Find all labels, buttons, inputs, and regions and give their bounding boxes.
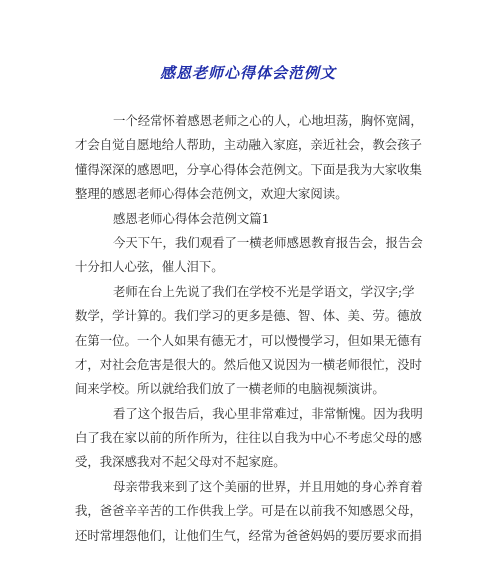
text-line: 数学，学计算的。我们学习的更多是德、智、体、美、劳。德放 — [75, 308, 422, 324]
text-line: 在第一位。一个人如果有德无才，可以慢慢学习，但如果无德有 — [75, 332, 422, 348]
text-line: 受，我深感我对不起父母对不起家庭。 — [75, 454, 286, 470]
document-body — [75, 109, 425, 548]
text-line: 一个经常怀着感恩老师之心的人，心地坦荡，胸怀宽阔， — [113, 113, 423, 128]
text-line: 还时常埋怨他们，让他们生气，经常为爸爸妈妈的要厉要求而捐 — [75, 527, 422, 543]
text-line: 老师在台上先说了我们在学校不光是学语文，学汉字;学 — [113, 283, 415, 299]
text-line: 白了我在家以前的所作所为，往往以自我为中心不考虑父母的感 — [75, 430, 422, 446]
text-line: 整理的感恩老师心得体会范例文，欢迎大家阅读。 — [75, 186, 348, 202]
text-line: 我，爸爸辛辛苦的工作供我上学。可是在以前我不知感恩父母， — [75, 503, 422, 519]
text-line: 看了这个报告后，我心里非常难过，非常惭愧。因为我明 — [113, 405, 423, 421]
text-line: 感恩老师心得体会范例文篇1 — [113, 210, 270, 226]
text-line: 母亲带我来到了这个美丽的世界，并且用她的身心养育着 — [113, 478, 423, 494]
text-line: 才，对社会危害是很大的。然后他又说因为一横老师很忙，没时 — [75, 356, 422, 372]
text-line: 间来学校。所以就给我们放了一横老师的电脑视频演讲。 — [75, 381, 385, 397]
document-title: 感恩老师心得体会范例文 — [159, 64, 336, 82]
text-line: 十分扣人心弦，催人泪下。 — [75, 259, 224, 275]
text-line: 才会自觉自愿地给人帮助，主动融入家庭，亲近社会，教会孩子 — [75, 137, 422, 153]
text-line: 今天下午，我们观看了一横老师感恩教育报告会，报告会 — [113, 234, 423, 250]
text-line: 懂得深深的感恩吧，分享心得体会范例文。下面是我为大家收集 — [75, 161, 422, 177]
